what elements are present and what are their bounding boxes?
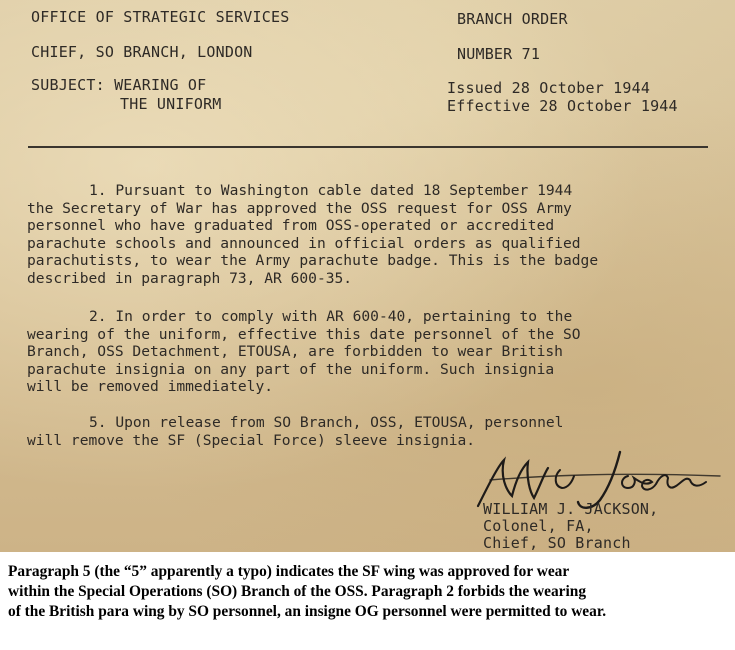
paragraph-1: 1. Pursuant to Washington cable dated 18 September 1944 the Secretary of War has approved the OSS request for OSS Army personnel who have graduated from OSS-operated or accredited parachute schools and announced in official orders as qualified parachutists, to wear the Army parachute badge. This is the badge described in paragraph 73, AR 600-35.: [27, 182, 599, 287]
paragraph-2: 2. In order to comply with AR 600-40, pertaining to the wearing of the uniform, effective this date personnel of the SO Branch, OSS Detachment, ETOUSA, are forbidden to wear British parachute insignia on any part of the uniform. Such insignia will be removed immediately.: [27, 308, 581, 395]
signature-name: WILLIAM J. JACKSON,: [483, 500, 659, 518]
header-subject-line1: SUBJECT: WEARING OF: [31, 76, 207, 94]
header-order-number: NUMBER 71: [457, 45, 541, 63]
header-effective: Effective 28 October 1944: [447, 97, 678, 115]
header-order-label: BRANCH ORDER: [457, 10, 568, 28]
header-branch: CHIEF, SO BRANCH, LONDON: [31, 43, 253, 61]
header-org: OFFICE OF STRATEGIC SERVICES: [31, 8, 290, 26]
header-subject-line2: THE UNIFORM: [120, 95, 222, 113]
header-issued: Issued 28 October 1944: [447, 79, 651, 97]
image-caption: Paragraph 5 (the “5” apparently a typo) indicates the SF wing was approved for wear within the Special Operations (SO) Branch of the OSS. Paragraph 2 forbids the wearing of the British para wing by SO personnel, an insigne OG personnel were permitted to wear.: [8, 563, 607, 620]
divider-rule: [28, 146, 708, 148]
signature-rank: Colonel, FA,: [483, 517, 594, 535]
paragraph-5: 5. Upon release from SO Branch, OSS, ETOUSA, personnel will remove the SF (Special Force) sleeve insignia.: [27, 414, 564, 449]
signature-title: Chief, SO Branch: [483, 534, 631, 552]
